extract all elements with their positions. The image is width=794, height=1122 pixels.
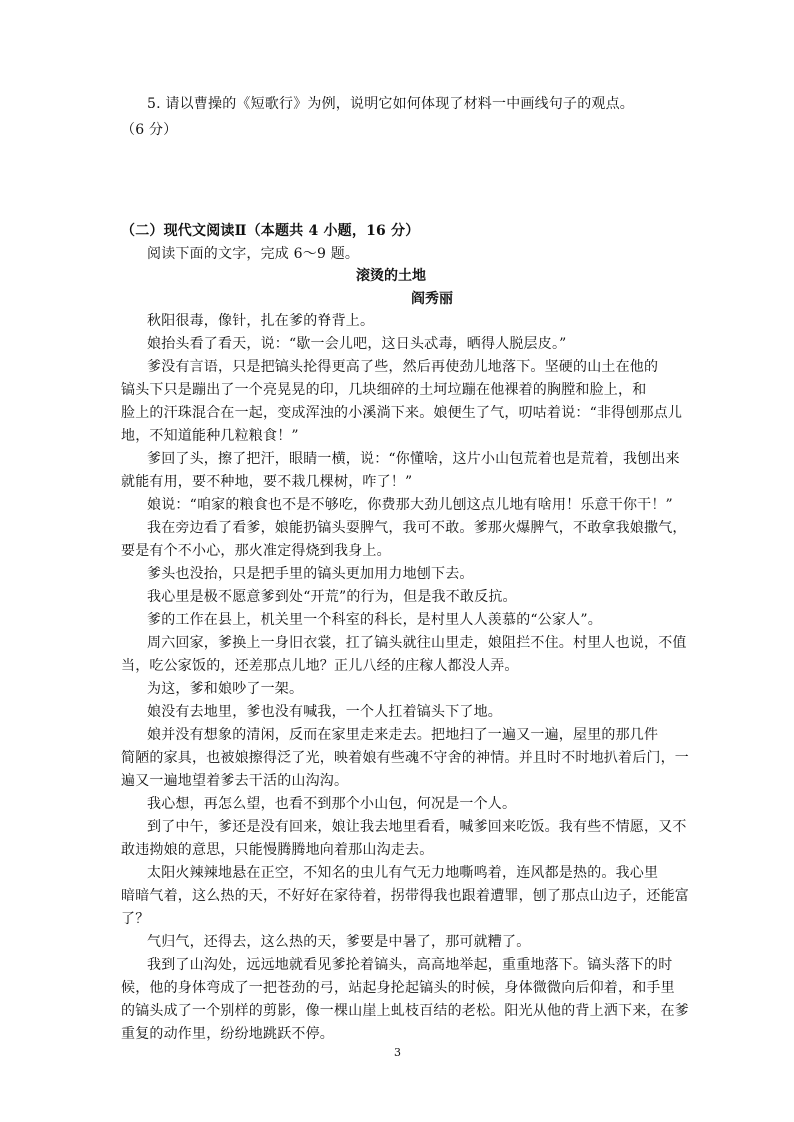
question-5-line-1: 5. 请以曹操的《短歌行》为例，说明它如何体现了材料一中画线句子的观点。 [147, 96, 635, 112]
story-paragraph-line: 到了中午，爹还是没有回来，娘让我去地里看看，喊爹回来吃饭。我有些不情愿，又不 [147, 819, 687, 835]
story-paragraph-line: 敢违拗娘的意思，只能慢腾腾地向着那山沟走去。 [121, 842, 434, 858]
story-paragraph-line: 娘抬头看了看天，说：“歇一会儿吧，这日头忒毒，晒得人脱层皮。” [147, 336, 567, 352]
story-paragraph-line: 娘没有去地里，爹也没有喊我，一个人扛着镐头下了地。 [147, 704, 502, 720]
story-paragraph-line: 爹头也没抬，只是把手里的镐头更加用力地刨下去。 [147, 566, 474, 582]
story-paragraph-line: 娘说：“咱家的粮食也不是不够吃，你费那大劲儿刨这点儿地有啥用！乐意干你干！” [147, 497, 673, 513]
story-paragraph-line: 娘并没有想象的清闲，反而在家里走来走去。把地扫了一遍又一遍，屋里的那几件 [147, 727, 659, 743]
page-number: 3 [394, 1046, 401, 1059]
story-paragraph-line: 我到了山沟处，远远地就看见爹抡着镐头，高高地举起，重重地落下。镐头落下的时 [147, 957, 673, 973]
question-5-line-2: （6 分） [121, 122, 178, 138]
story-paragraph-line: 周六回家，爹换上一身旧衣裳，扛了镐头就往山里走，娘阻拦不住。村里人也说，不值 [147, 635, 687, 651]
story-paragraph-line: 我心里是极不愿意爹到处“开荒”的行为，但是我不敢反抗。 [147, 589, 517, 605]
story-paragraph-line: 当，吃公家饭的，还差那点儿地？正儿八经的庄稼人都没人弄。 [121, 658, 519, 674]
story-paragraph-line: 镐头下只是蹦出了一个亮晃晃的印，几块细碎的土坷垃蹦在他裸着的胸膛和脸上，和 [121, 382, 647, 398]
story-paragraph-line: 爹没有言语，只是把镐头抡得更高了些，然后再使劲儿地落下。坚硬的山土在他的 [147, 359, 659, 375]
story-paragraph-line: 我心想，再怎么望，也看不到那个小山包，何况是一个人。 [147, 796, 517, 812]
story-paragraph-line: 秋阳很毒，像针，扎在爹的脊背上。 [147, 313, 375, 329]
story-title: 滚烫的土地 [356, 268, 426, 284]
story-paragraph-line: 气归气，还得去，这么热的天，爹要是中暑了，那可就糟了。 [147, 934, 531, 950]
story-paragraph-line: 要是有个不小心，那火准定得烧到我身上。 [121, 543, 391, 559]
story-paragraph-line: 重复的动作里，纷纷地跳跃不停。 [121, 1026, 334, 1042]
story-paragraph-line: 就能有用，要不种地，要不栽几棵树，咋了！” [121, 474, 413, 490]
story-paragraph-line: 地，不知道能种几粒粮食！” [121, 428, 299, 444]
story-paragraph-line: 的镐头成了一个别样的剪影，像一棵山崖上虬枝百结的老松。阳光从他的背上洒下来，在爹 [121, 1003, 689, 1019]
story-paragraph-line: 爹的工作在县上，机关里一个科室的科长，是村里人人羡慕的“公家人”。 [147, 612, 602, 628]
story-paragraph-line: 爹回了头，擦了把汗，眼睛一横，说：“你懂啥，这片小山包荒着也是荒着，我刨出来 [147, 451, 680, 467]
story-paragraph-line: 了？ [121, 911, 150, 927]
story-author: 阎秀丽 [411, 291, 453, 307]
story-paragraph-line: 简陋的家具，也被娘擦得泛了光，映着娘有些魂不守舍的神情。并且时不时地扒着后门，一 [121, 750, 689, 766]
section-heading: （二）现代文阅读Ⅱ（本题共 4 小题，16 分） [121, 223, 420, 239]
story-paragraph-line: 太阳火辣辣地悬在正空，不知名的虫儿有气无力地嘶鸣着，连风都是热的。我心里 [147, 865, 659, 881]
story-paragraph-line: 候，他的身体弯成了一把苍劲的弓，站起身抡起镐头的时候，身体微微向后仰着，和手里 [121, 980, 675, 996]
story-paragraph-line: 暗暗气着，这么热的天，不好好在家待着，拐带得我也跟着遭罪，刨了那点山边子，还能富 [121, 888, 689, 904]
section-instruction: 阅读下面的文字，完成 6～9 题。 [147, 246, 360, 262]
story-paragraph-line: 我在旁边看了看爹，娘能扔镐头耍脾气，我可不敢。爹那火爆脾气，不敢拿我娘撒气， [147, 520, 687, 536]
story-paragraph-line: 遍又一遍地望着爹去干活的山沟沟。 [121, 773, 349, 789]
story-paragraph-line: 为这，爹和娘吵了一架。 [147, 681, 304, 697]
story-paragraph-line: 脸上的汗珠混合在一起，变成浑浊的小溪淌下来。娘便生了气，叨咕着说：“非得刨那点儿 [121, 405, 683, 421]
